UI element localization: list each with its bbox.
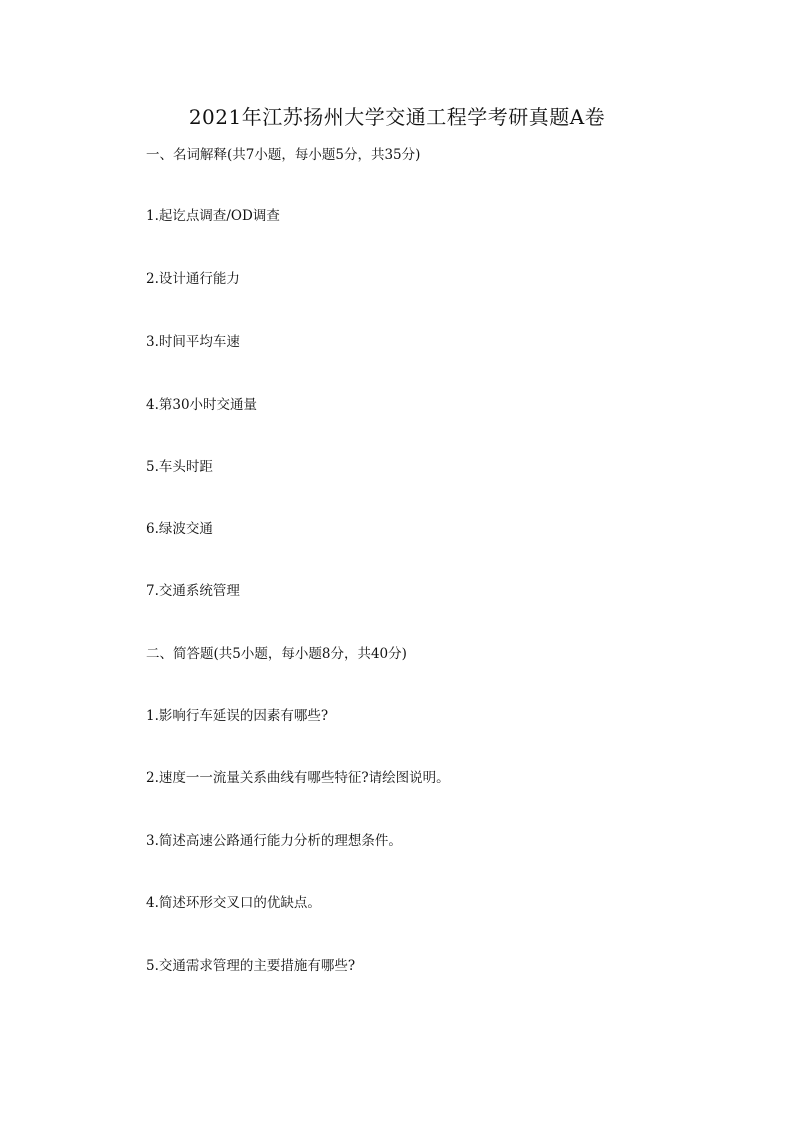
question-item: 3.简述高速公路通行能力分析的理想条件。 (146, 833, 402, 849)
question-item: 7.交通系统管理 (146, 583, 240, 599)
section-heading-terms: 一、名词解释(共7小题，每小题5分，共35分) (146, 147, 421, 163)
question-item: 2.速度一一流量关系曲线有哪些特征?请绘图说明。 (146, 770, 450, 786)
question-item: 4.简述环形交叉口的优缺点。 (146, 895, 321, 911)
question-item: 1.起讫点调查/OD调查 (146, 208, 280, 224)
question-item: 5.车头时距 (146, 459, 213, 475)
question-item: 5.交通需求管理的主要措施有哪些? (146, 958, 356, 974)
question-item: 4.第30小时交通量 (146, 397, 258, 413)
question-item: 3.时间平均车速 (146, 334, 240, 350)
question-item: 1.影响行车延误的因素有哪些? (146, 708, 329, 724)
question-item: 6.绿波交通 (146, 521, 213, 537)
question-item: 2.设计通行能力 (146, 271, 240, 287)
document-title: 2021年江苏扬州大学交通工程学考研真题A卷 (188, 105, 606, 129)
section-heading-short-answer: 二、简答题(共5小题，每小题8分，共40分) (146, 646, 407, 662)
